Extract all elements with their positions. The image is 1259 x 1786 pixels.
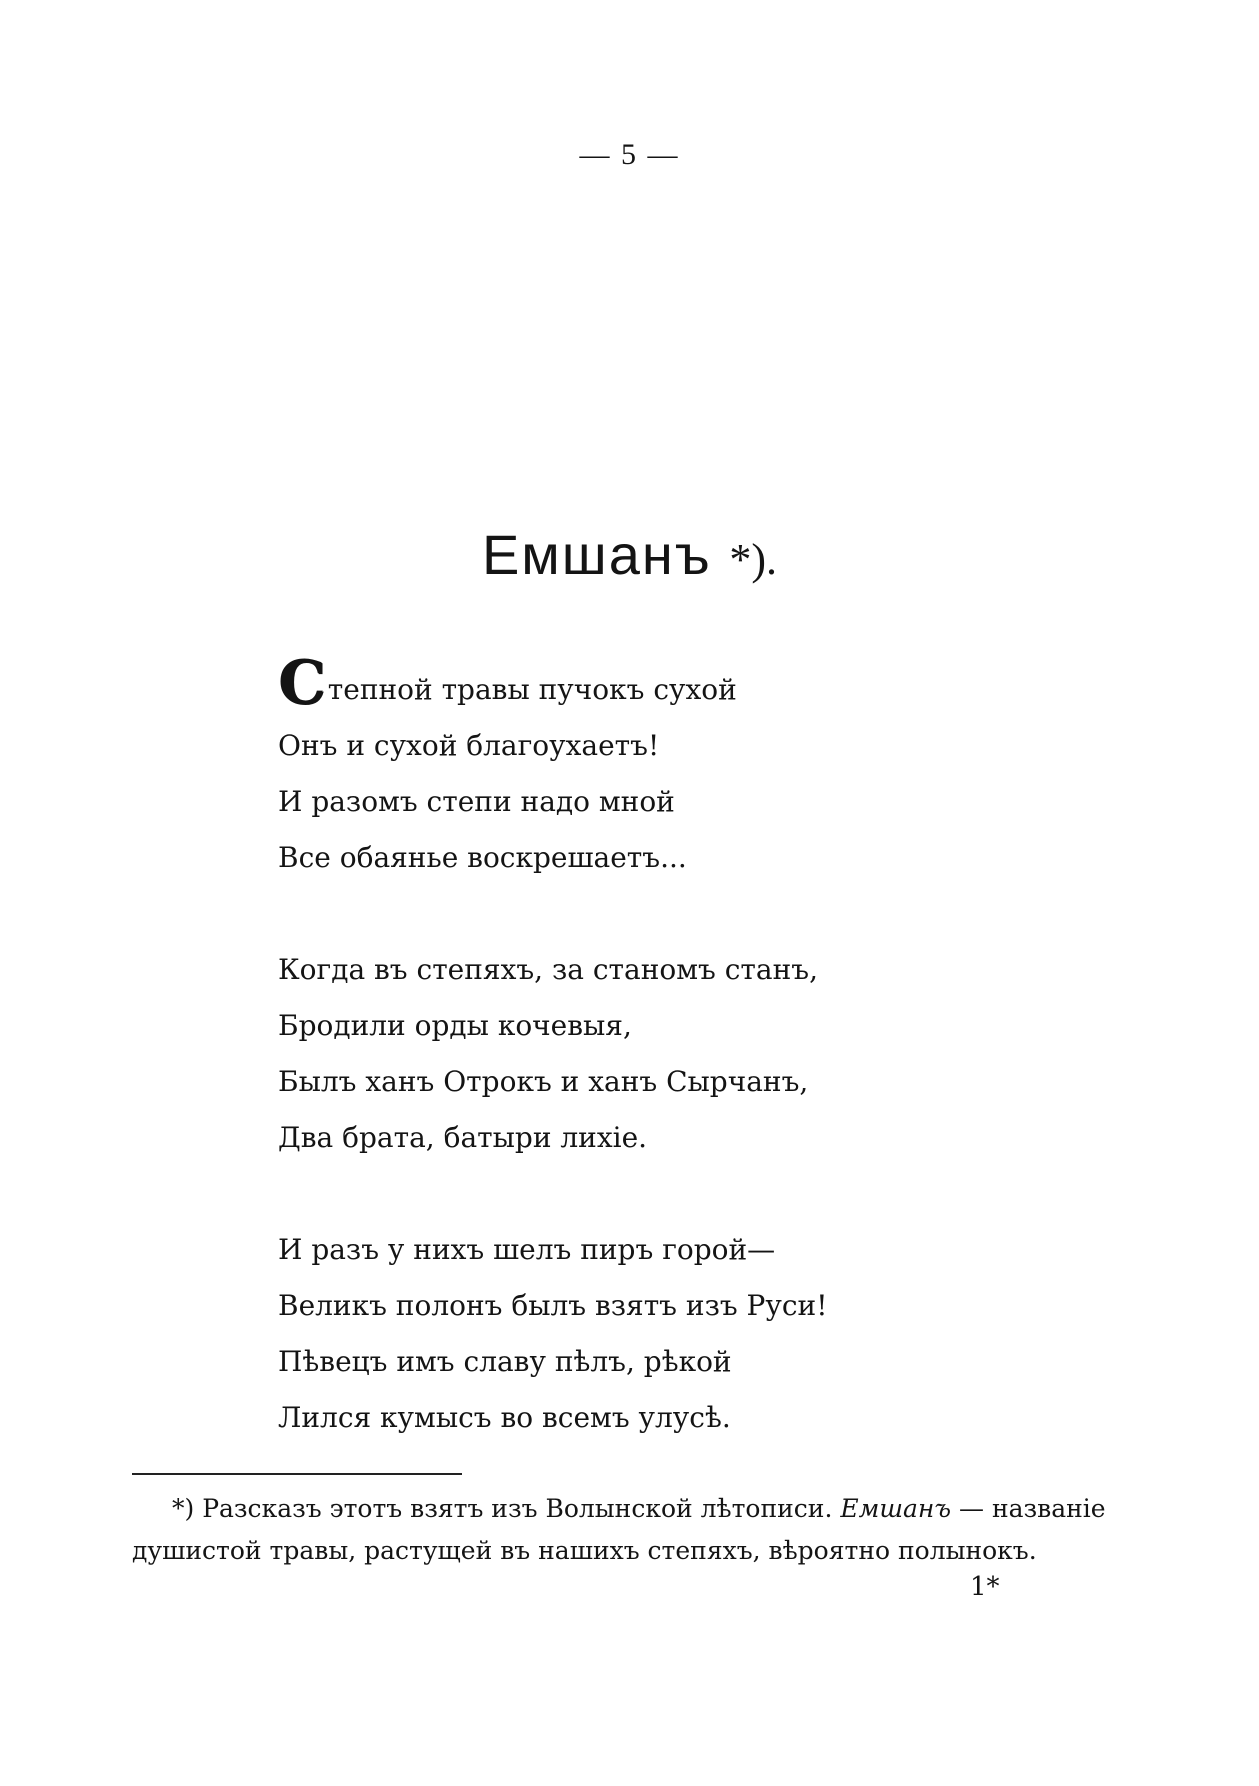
poem-line: Онъ и сухой благоухаетъ! — [278, 729, 660, 762]
stanza-1 — [278, 648, 1038, 886]
poem-line: Пѣвецъ имъ славу пѣлъ, рѣкой — [278, 1345, 732, 1378]
poem-line: И разъ у нихъ шелъ пиръ горой— — [278, 1233, 776, 1266]
poem-line-text: тепной травы пучокъ сухой — [327, 673, 737, 706]
poem-line: Былъ ханъ Отрокъ и ханъ Сырчанъ, — [278, 1065, 809, 1098]
title-text: Емшанъ — [481, 523, 712, 586]
footnote-rest: — названіе душистой травы, растущей въ нашихъ степяхъ, вѣроятно полынокъ. — [132, 1494, 1106, 1565]
poem-body — [278, 648, 1038, 1502]
stanza-2 — [278, 942, 1038, 1166]
footnote-divider — [132, 1473, 462, 1475]
footnote-lead: *) Разсказъ этотъ взятъ изъ Волынской лѣтописи. — [172, 1494, 841, 1523]
signature-mark: 1* — [970, 1572, 1000, 1602]
stanza-3 — [278, 1222, 1038, 1446]
footnote-mark: *). — [729, 535, 778, 584]
poem-line: Когда въ степяхъ, за станомъ станъ, — [278, 953, 818, 986]
footnote-term: Емшанъ — [840, 1494, 952, 1523]
poem-line: Два брата, батыри лихіе. — [278, 1121, 648, 1154]
poem-title — [0, 522, 1259, 587]
drop-cap: С — [278, 648, 326, 718]
poem-line — [278, 648, 1038, 718]
footnote — [132, 1488, 1122, 1572]
poem-line: Великъ полонъ былъ взятъ изъ Руси! — [278, 1289, 828, 1322]
poem-line: Все обаянье воскрешаетъ... — [278, 841, 687, 874]
poem-line: Бродили орды кочевыя, — [278, 1009, 632, 1042]
page-number: — 5 — — [579, 138, 680, 171]
poem-line: И разомъ степи надо мной — [278, 785, 675, 818]
poem-line: Лился кумысъ во всемъ улусѣ. — [278, 1401, 731, 1434]
